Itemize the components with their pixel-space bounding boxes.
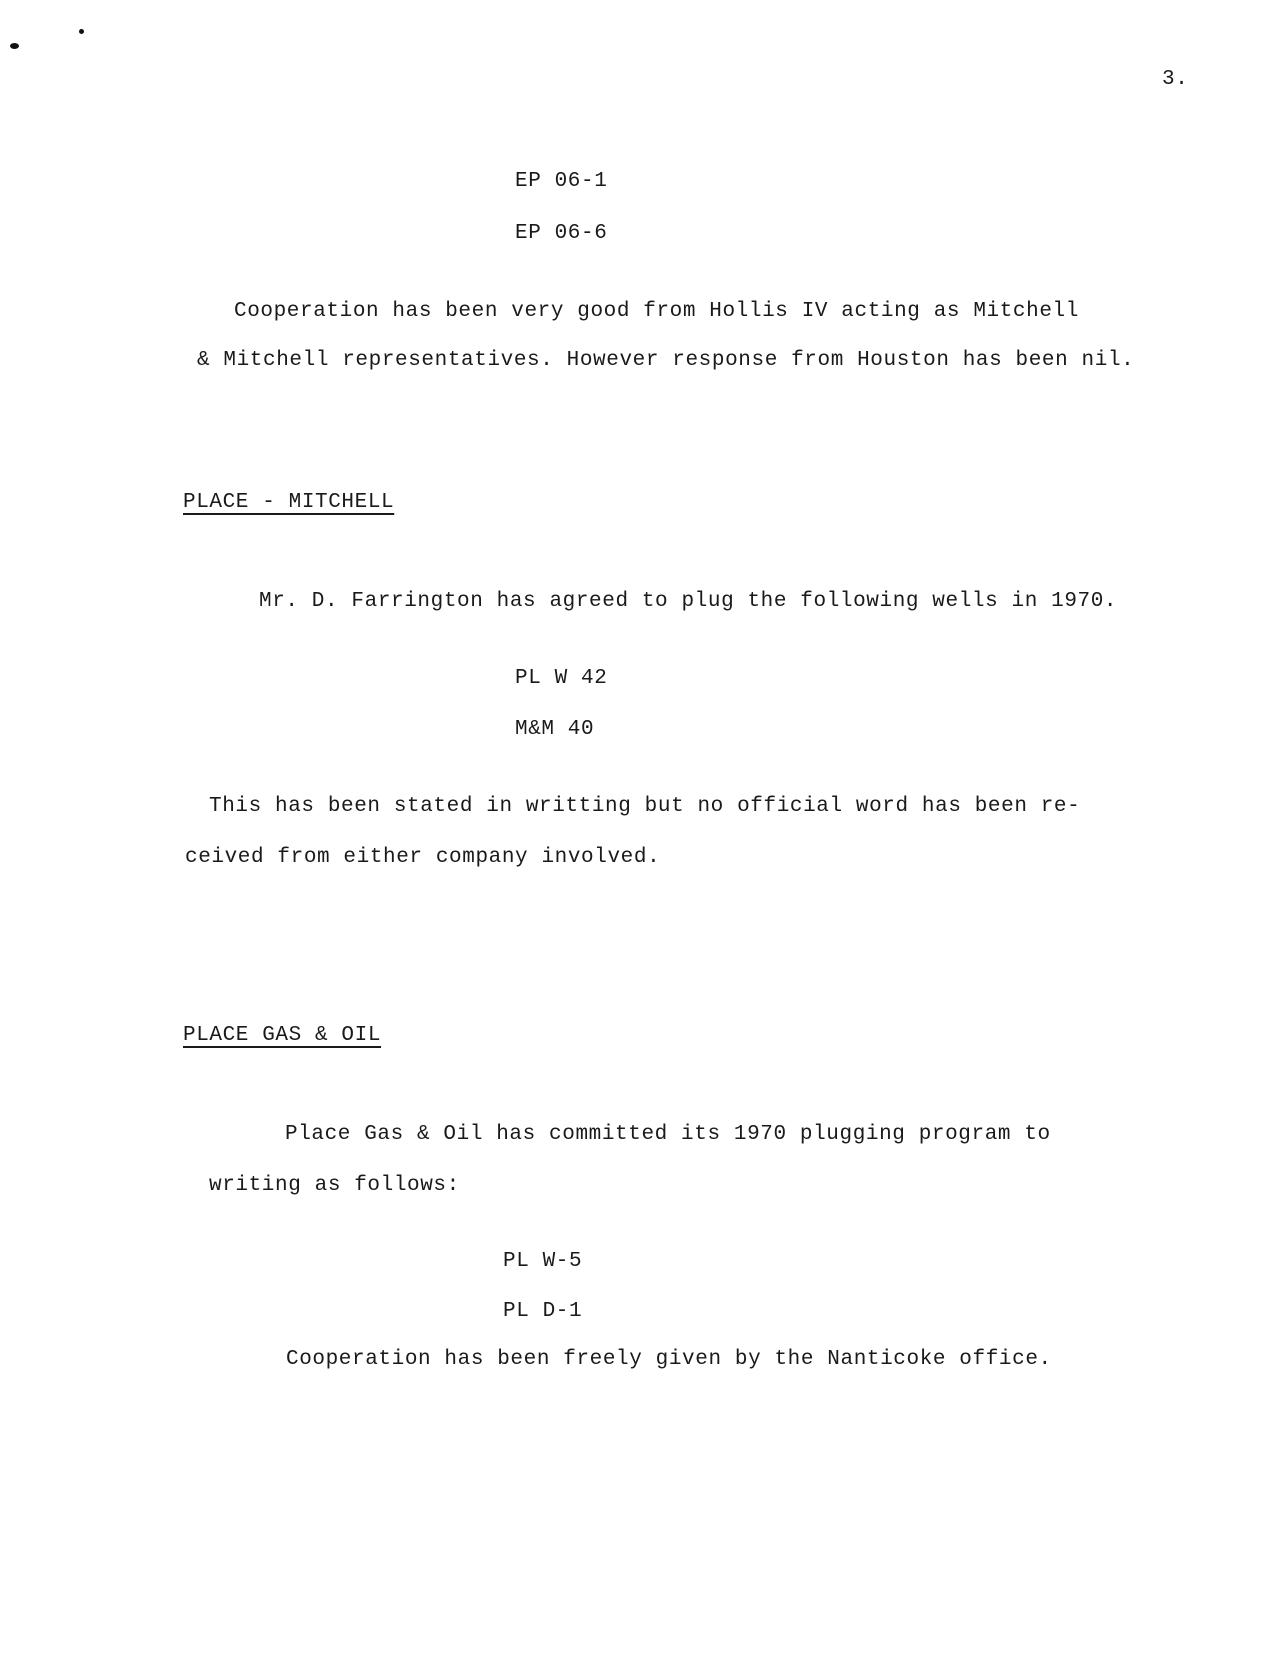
well-id: EP 06-1 <box>515 170 608 193</box>
section-heading: PLACE GAS & OIL <box>183 1024 382 1047</box>
scan-mark <box>10 43 19 49</box>
paragraph-line: Cooperation has been freely given by the Nanticoke office. <box>286 1348 1052 1371</box>
paragraph-line: Cooperation has been very good from Hollis IV acting as Mitchell <box>234 300 1079 323</box>
paragraph-line: writing as follows: <box>209 1174 460 1197</box>
paragraph-line: Place Gas & Oil has committed its 1970 plugging program to <box>285 1123 1051 1146</box>
well-id: EP 06-6 <box>515 222 608 245</box>
well-id: M&M 40 <box>515 718 595 741</box>
well-id: PL D-1 <box>503 1300 583 1323</box>
paragraph-line: ceived from either company involved. <box>185 846 661 869</box>
paragraph-line: This has been stated in writting but no official word has been re- <box>209 795 1081 818</box>
well-id: PL W 42 <box>515 667 608 690</box>
page-number: 3. <box>1162 68 1189 91</box>
scan-mark <box>79 29 84 34</box>
section-heading: PLACE - MITCHELL <box>183 491 395 514</box>
well-id: PL W-5 <box>503 1250 583 1273</box>
paragraph-line: & Mitchell representatives. However response from Houston has been nil. <box>197 349 1135 372</box>
paragraph-line: Mr. D. Farrington has agreed to plug the following wells in 1970. <box>259 590 1118 613</box>
